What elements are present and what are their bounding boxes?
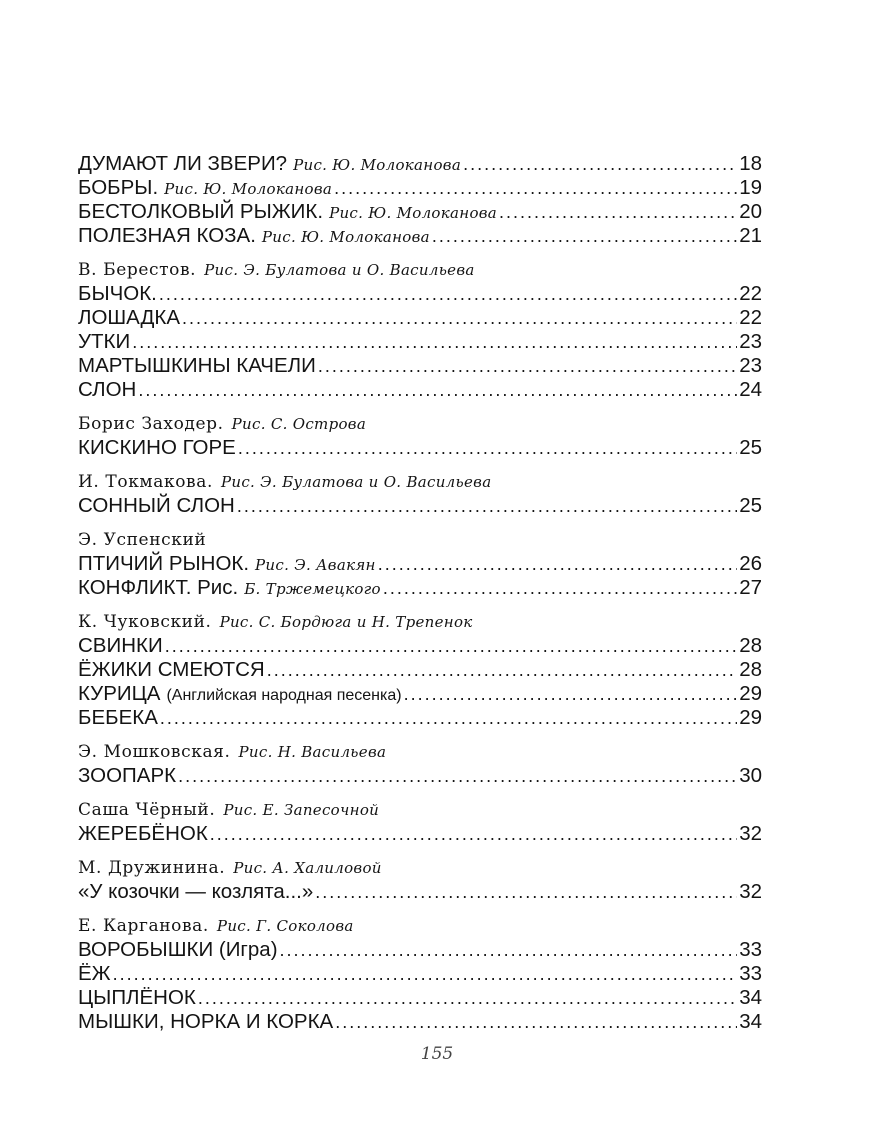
author-illustrator: Рис. А. Халиловой [233,859,382,877]
author-name: М. Дружинина. [78,858,226,878]
toc-entry[interactable] [78,354,762,378]
author-name: Е. Карганова. [78,916,209,936]
author-line [78,740,762,764]
entry-title: ЁЖ [78,962,111,985]
author-line [78,258,762,282]
toc-entry[interactable] [78,682,762,706]
dot-leader [160,706,737,730]
author-line [78,798,762,822]
toc-entry[interactable] [78,176,762,200]
toc-entry[interactable] [78,706,762,730]
toc-entry[interactable] [78,200,762,224]
author-illustrator: Рис. С. Острова [231,415,367,433]
toc-entry[interactable] [78,634,762,658]
toc-section [78,470,762,518]
author-name: В. Берестов. [78,260,197,280]
entry-title: БЫЧОК. [78,282,157,305]
author-name: Э. Успенский [78,530,207,550]
dot-leader [159,282,737,306]
toc-entry[interactable] [78,282,762,306]
dot-leader [178,764,737,788]
entry-title: МЫШКИ, НОРКА И КОРКА [78,1010,334,1033]
table-of-contents [78,152,762,1044]
entry-page-number: 28 [739,634,762,657]
entry-page-number: 33 [739,938,762,961]
entry-title: ЗООПАРК [78,764,177,787]
dot-leader [318,354,737,378]
entry-illustrator: Рис. Ю. Молоканова [261,228,430,246]
dot-leader [280,938,738,962]
entry-page-number: 25 [739,436,762,459]
author-line [78,856,762,880]
entry-page-number: 32 [739,880,762,903]
dot-leader [210,822,737,846]
entry-title: СОННЫЙ СЛОН [78,494,235,517]
entry-page-number: 28 [739,658,762,681]
entry-page-number: 24 [739,378,762,401]
author-line [78,412,762,436]
author-illustrator: Рис. Э. Булатова и О. Васильева [220,473,492,491]
entry-illustrator: Рис. Ю. Молоканова [329,204,498,222]
toc-entry[interactable] [78,306,762,330]
entry-page-number: 26 [739,552,762,575]
entry-page-number: 29 [739,682,762,705]
toc-section [78,740,762,788]
author-line [78,528,762,552]
entry-page-number: 30 [739,764,762,787]
dot-leader [237,494,737,518]
toc-section [78,610,762,730]
dot-leader [315,880,737,904]
entry-title: «У козочки — козлята...» [78,880,314,903]
toc-entry[interactable] [78,152,762,176]
toc-entry[interactable] [78,224,762,248]
author-illustrator: Рис. Н. Васильева [238,743,387,761]
entry-title: ПТИЧИЙ РЫНОК. [78,552,250,575]
dot-leader [267,658,737,682]
dot-leader [198,986,737,1010]
dot-leader [113,962,738,986]
toc-entry[interactable] [78,378,762,402]
toc-entry[interactable] [78,436,762,460]
entry-illustrator: Рис. Ю. Молоканова [293,156,462,174]
entry-page-number: 27 [739,576,762,599]
dot-leader [138,378,737,402]
entry-page-number: 18 [739,152,762,175]
entry-page-number: 32 [739,822,762,845]
toc-entry[interactable] [78,494,762,518]
author-illustrator: Рис. Г. Соколова [216,917,354,935]
entry-page-number: 22 [739,306,762,329]
toc-entry[interactable] [78,764,762,788]
entry-page-number: 19 [739,176,762,199]
author-line [78,914,762,938]
dot-leader [335,1010,737,1034]
author-name: Борис Заходер. [78,414,224,434]
author-name: К. Чуковский. [78,612,212,632]
entry-page-number: 25 [739,494,762,517]
entry-title: ЁЖИКИ СМЕЮТСЯ [78,658,265,681]
entry-illustrator: Рис. Ю. Молоканова [164,180,333,198]
author-line [78,610,762,634]
entry-illustrator: Б. Тржемецкого [244,580,381,598]
entry-title: БЕБЕКА [78,706,158,729]
author-illustrator: Рис. Э. Булатова и О. Васильева [204,261,475,279]
dot-leader [499,200,737,224]
entry-title: КИСКИНО ГОРЕ [78,436,236,459]
author-illustrator: Рис. С. Бордюга и Н. Трепенок [219,613,473,631]
toc-section [78,412,762,460]
entry-page-number: 34 [739,1010,762,1033]
entry-page-number: 20 [739,200,762,223]
author-line [78,470,762,494]
toc-section [78,856,762,904]
entry-title: СЛОН [78,378,137,401]
dot-leader [334,176,737,200]
toc-entry[interactable] [78,552,762,576]
entry-page-number: 22 [739,282,762,305]
dot-leader [132,330,737,354]
entry-title: ВОРОБЫШКИ (Игра) [78,938,278,961]
dot-leader [432,224,737,248]
dot-leader [165,634,737,658]
toc-section [78,258,762,402]
toc-entry[interactable] [78,962,762,986]
toc-entry[interactable] [78,576,762,600]
entry-title: УТКИ [78,330,131,353]
entry-page-number: 34 [739,986,762,1009]
entry-title: КОНФЛИКТ. Рис. [78,576,239,599]
entry-title: КУРИЦА [78,682,161,705]
toc-entry[interactable] [78,330,762,354]
entry-page-number: 21 [739,224,762,247]
page-number: 155 [420,1044,454,1064]
toc-entry[interactable] [78,938,762,962]
toc-entry[interactable] [78,880,762,904]
dot-leader [378,552,737,576]
toc-section [78,152,762,248]
entry-title: БОБРЫ. [78,176,159,199]
entry-title: СВИНКИ [78,634,163,657]
entry-title: ЦЫПЛЁНОК [78,986,196,1009]
entry-illustrator: Рис. Э. Авакян [255,556,376,574]
dot-leader [238,436,737,460]
entry-title: МАРТЫШКИНЫ КАЧЕЛИ [78,354,316,377]
dot-leader [383,576,737,600]
entry-page-number: 33 [739,962,762,985]
entry-page-number: 23 [739,354,762,377]
author-name: И. Токмакова. [78,472,213,492]
entry-title: ЖЕРЕБЁНОК [78,822,208,845]
dot-leader [404,682,738,706]
entry-title: ЛОШАДКА [78,306,181,329]
toc-entry[interactable] [78,1010,762,1034]
author-name: Саша Чёрный. [78,800,216,820]
dot-leader [463,152,737,176]
toc-section [78,528,762,600]
entry-title: БЕСТОЛКОВЫЙ РЫЖИК. [78,200,324,223]
entry-note: (Английская народная песенка) [166,687,402,704]
author-illustrator: Рис. Е. Запесочной [223,801,380,819]
toc-entry[interactable] [78,986,762,1010]
toc-entry[interactable] [78,822,762,846]
entry-title: ДУМАЮТ ЛИ ЗВЕРИ? [78,152,288,175]
entry-title: ПОЛЕЗНАЯ КОЗА. [78,224,256,247]
author-name: Э. Мошковская. [78,742,231,762]
entry-page-number: 23 [739,330,762,353]
dot-leader [182,306,737,330]
toc-entry[interactable] [78,658,762,682]
entry-page-number: 29 [739,706,762,729]
toc-section [78,798,762,846]
toc-section [78,914,762,1034]
